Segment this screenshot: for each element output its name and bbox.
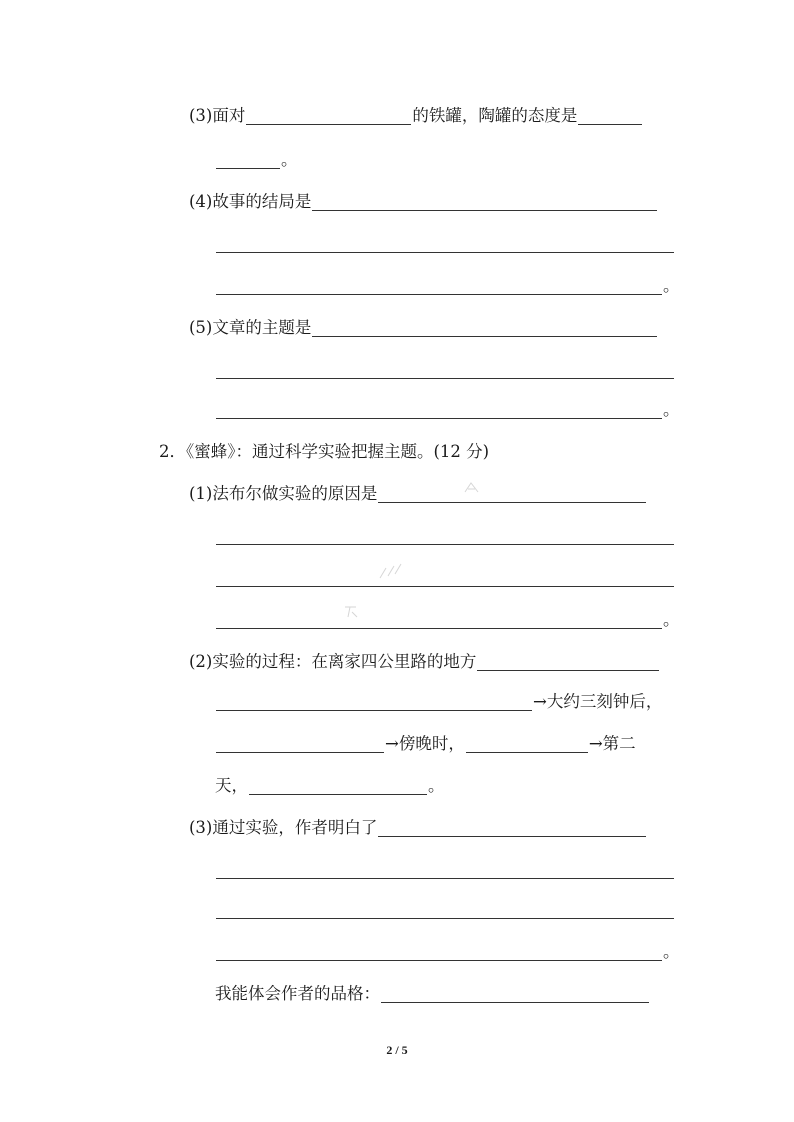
q2-item2-end: 。 (428, 776, 445, 795)
q2-item3-line4 (215, 940, 680, 964)
q1-item3-line1 (189, 104, 643, 128)
q2-item3-blank-2[interactable] (216, 860, 674, 879)
q2-item1-blank-1[interactable] (378, 484, 646, 503)
q1-item3-blank-attitude-b[interactable] (216, 150, 280, 169)
q2-item3-blank-4[interactable] (216, 942, 662, 961)
q2-item3-blank-1[interactable] (378, 818, 646, 837)
q2-item1-label: (1)法布尔做实验的原因是 (189, 484, 378, 503)
q1-item5-end: 。 (663, 400, 680, 419)
q2-item2-line2 (215, 690, 662, 714)
q1-item3-end: 。 (281, 150, 298, 169)
q2-item1-blank-4[interactable] (216, 610, 662, 629)
q1-item4-line2 (215, 232, 675, 256)
q2-item1-line4 (215, 608, 680, 632)
q2-item2-blank-1[interactable] (477, 652, 659, 671)
q1-item4-line3 (215, 274, 680, 298)
q2-item3-blank-3[interactable] (216, 900, 674, 919)
q1-item3-blank-object[interactable] (246, 106, 411, 125)
q1-item4-blank-2[interactable] (216, 234, 674, 253)
q1-item3-label: (3)面对 (189, 106, 246, 125)
q2-quality-label: 我能体会作者的品格： (215, 984, 380, 1003)
q1-item5-line2 (215, 358, 675, 382)
q2-item2-line4 (215, 774, 445, 798)
q2-item2-arrow2: →傍晚时， (385, 734, 465, 753)
q2-item1-blank-2[interactable] (216, 526, 674, 545)
q2-item3-line2 (215, 858, 675, 882)
q2-item2-label: (2)实验的过程：在离家四公里路的地方 (189, 652, 477, 671)
q1-item5-blank-1[interactable] (312, 318, 657, 337)
q2-item2-blank-4[interactable] (466, 734, 588, 753)
q2-item2-arrow3: →第二 (588, 734, 636, 753)
q1-item5-blank-2[interactable] (216, 360, 674, 379)
q2-item1-line2 (215, 524, 675, 548)
q2-item2-arrow1: →大约三刻钟后， (533, 692, 663, 711)
q2-item1-blank-3[interactable] (216, 568, 674, 587)
q1-item3-middle: 的铁罐，陶罐的态度是 (412, 106, 578, 125)
q2-item3-end: 。 (663, 942, 680, 961)
q1-item4-blank-1[interactable] (312, 192, 657, 211)
page-number: 2 / 5 (386, 1043, 408, 1057)
q1-item4-line1 (189, 190, 658, 214)
q1-item3-blank-attitude-a[interactable] (578, 106, 642, 125)
q2-item2-blank-5[interactable] (249, 776, 427, 795)
q1-item5-label: (5)文章的主题是 (189, 318, 312, 337)
q2-quality-blank[interactable] (381, 984, 649, 1003)
q2-item2-tian: 天， (215, 776, 248, 795)
q1-item5-blank-3[interactable] (216, 400, 662, 419)
q2-item3-line3 (215, 898, 675, 922)
q2-heading (159, 440, 489, 464)
q2-item1-line1 (189, 482, 647, 506)
q2-item2-blank-3[interactable] (216, 734, 384, 753)
watermark-mark (462, 480, 482, 496)
watermark-mark (378, 562, 404, 582)
q2-item2-blank-2[interactable] (216, 692, 532, 711)
q2-item1-line3 (215, 566, 675, 590)
q1-item5-line1 (189, 316, 658, 340)
q2-item2-line3 (215, 732, 636, 756)
q1-item4-label: (4)故事的结局是 (189, 192, 312, 211)
q1-item4-end: 。 (663, 276, 680, 295)
q2-item1-end: 。 (663, 610, 680, 629)
q1-item3-line2 (215, 148, 298, 172)
q2-quality-line (215, 982, 650, 1006)
q1-item5-line3 (215, 398, 680, 422)
q2-heading-text: 2．《蜜蜂》：通过科学实验把握主题。(12 分) (159, 442, 490, 461)
q1-item4-blank-3[interactable] (216, 276, 662, 295)
watermark-mark (342, 604, 360, 620)
q2-item3-line1 (189, 816, 647, 840)
q2-item3-label: (3)通过实验，作者明白了 (189, 818, 378, 837)
q2-item2-line1 (189, 650, 660, 674)
